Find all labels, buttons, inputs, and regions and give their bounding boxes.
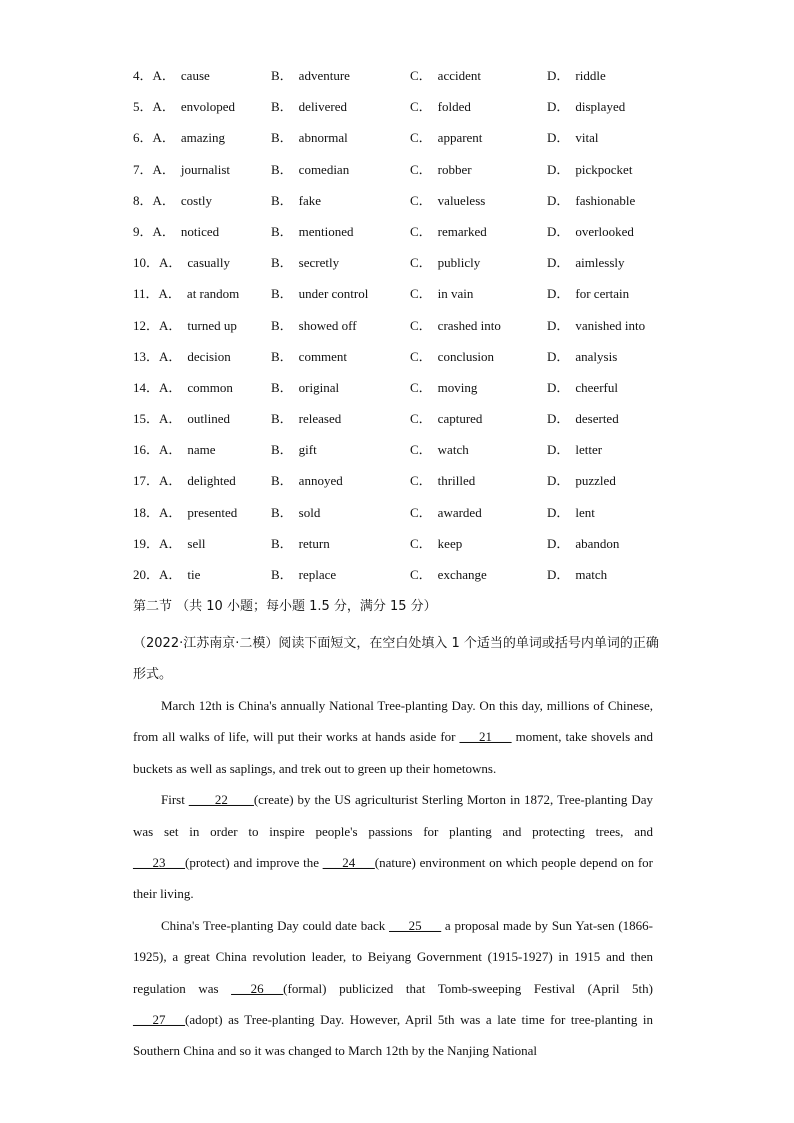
option-a	[133, 503, 237, 523]
option-letter: B．	[271, 223, 293, 239]
option-letter: A．	[159, 535, 182, 551]
question-number: 11．	[133, 286, 159, 302]
question-row	[133, 160, 693, 191]
option-text: at random	[186, 286, 240, 302]
option-d	[547, 160, 632, 180]
option-letter: B．	[271, 317, 293, 333]
option-letter: D．	[547, 255, 570, 271]
passage-paragraph-2	[133, 784, 653, 910]
question-row	[133, 534, 693, 565]
option-b	[271, 284, 368, 304]
option-d	[547, 128, 599, 148]
option-d	[547, 347, 617, 367]
option-letter: B．	[271, 567, 293, 582]
option-letter: D．	[547, 161, 570, 177]
blank-23: ___23___	[133, 855, 185, 871]
option-text: riddle	[575, 68, 606, 83]
option-letter: C．	[410, 192, 432, 208]
option-letter: D．	[547, 442, 570, 458]
option-letter: C．	[410, 255, 432, 271]
option-text: delighted	[187, 473, 236, 489]
option-a	[133, 409, 230, 429]
passage-text: (adopt) as Tree-planting Day. However, April 5th was a late time for tree-planting in Southern China and so it was changed to March 12th by the Nanjing National	[133, 1012, 653, 1059]
option-letter: A．	[158, 286, 181, 302]
option-letter: D．	[547, 411, 570, 427]
option-c	[410, 503, 482, 523]
option-a	[133, 284, 239, 304]
option-letter: C．	[410, 317, 432, 333]
option-text: outlined	[187, 411, 231, 427]
passage-text: a proposal made by Sun Yat-sen (1866-1925), a great China revolution leader, to Beiyang Government (1915-1927) in 1915 and then regulation was	[133, 917, 653, 996]
option-b	[271, 191, 321, 211]
option-letter: B．	[271, 255, 293, 271]
option-letter: C．	[410, 99, 432, 115]
option-text: fashionable	[575, 192, 636, 208]
question-row	[133, 565, 693, 596]
option-d	[547, 565, 607, 585]
option-d	[547, 222, 634, 242]
question-row	[133, 222, 693, 253]
option-letter: C．	[410, 567, 432, 582]
option-c	[410, 378, 477, 398]
option-text: mentioned	[298, 223, 354, 239]
option-text: fake	[298, 192, 322, 208]
option-text: tie	[187, 567, 201, 582]
option-text: cheerful	[575, 379, 618, 395]
option-c	[410, 316, 501, 336]
option-d	[547, 471, 616, 491]
option-letter: B．	[271, 192, 293, 208]
option-letter: A．	[152, 68, 175, 83]
question-number: 19．	[133, 535, 160, 551]
option-text: apparent	[437, 130, 483, 146]
option-letter: B．	[271, 379, 293, 395]
option-letter: C．	[410, 411, 432, 427]
option-text: comment	[298, 348, 348, 364]
option-a	[133, 160, 230, 180]
question-row	[133, 191, 693, 222]
option-text: journalist	[180, 161, 231, 177]
option-b	[271, 253, 339, 273]
question-row	[133, 97, 693, 128]
option-letter: C．	[410, 130, 432, 146]
option-letter: A．	[152, 161, 175, 177]
question-row	[133, 440, 693, 471]
option-d	[547, 409, 619, 429]
option-text: in vain	[437, 286, 474, 302]
option-b	[271, 565, 336, 585]
option-a	[133, 378, 233, 398]
passage-text: (protect) and improve the	[185, 855, 323, 871]
option-letter: C．	[410, 504, 432, 520]
option-letter: B．	[271, 99, 293, 115]
option-letter: B．	[271, 130, 293, 146]
option-text: annoyed	[298, 473, 343, 489]
option-text: lent	[575, 504, 595, 520]
option-text: turned up	[187, 317, 237, 333]
section-instruction: （2022·江苏南京·二模）阅读下面短文，在空白处填入 1 个适当的单词或括号内单词的正确形式。	[133, 636, 659, 682]
question-row	[133, 284, 693, 315]
question-number: 5．	[133, 99, 153, 115]
option-c	[410, 66, 481, 86]
option-letter: B．	[271, 473, 293, 489]
passage-text: First	[161, 792, 189, 808]
option-c	[410, 284, 473, 304]
question-number: 9．	[133, 223, 153, 239]
option-letter: B．	[271, 504, 293, 520]
option-a	[133, 565, 200, 585]
option-text: keep	[437, 535, 463, 551]
option-letter: A．	[159, 348, 182, 364]
option-text: delivered	[298, 99, 348, 115]
option-letter: C．	[410, 286, 432, 302]
option-letter: D．	[547, 99, 570, 115]
question-row	[133, 66, 693, 97]
option-text: puzzled	[575, 473, 616, 489]
option-letter: C．	[410, 223, 432, 239]
option-b	[271, 97, 347, 117]
option-text: pickpocket	[575, 161, 633, 177]
blank-24: ___24___	[322, 855, 375, 871]
option-letter: D．	[547, 192, 570, 208]
option-b	[271, 440, 317, 460]
option-letter: B．	[271, 286, 293, 302]
question-number: 20．	[133, 567, 160, 582]
option-a	[133, 191, 212, 211]
blank-22: ____22____	[188, 792, 254, 808]
option-text: publicly	[437, 255, 481, 271]
option-letter: A．	[159, 317, 182, 333]
option-d	[547, 253, 625, 273]
option-text: abandon	[575, 535, 620, 551]
option-text: amazing	[180, 130, 225, 146]
option-text: gift	[298, 442, 317, 458]
option-b	[271, 66, 350, 86]
question-number: 13．	[133, 348, 160, 364]
option-b	[271, 503, 320, 523]
option-letter: A．	[152, 223, 175, 239]
option-letter: D．	[547, 223, 570, 239]
blank-25: ___25___	[389, 917, 442, 933]
question-number: 17．	[133, 473, 160, 489]
option-b	[271, 347, 347, 367]
option-letter: C．	[410, 68, 432, 83]
option-text: showed off	[298, 317, 357, 333]
option-text: aimlessly	[575, 255, 625, 271]
option-b	[271, 471, 343, 491]
option-text: thrilled	[437, 473, 476, 489]
option-text: original	[298, 379, 340, 395]
option-letter: A．	[152, 130, 175, 146]
option-a	[133, 471, 236, 491]
option-text: valueless	[437, 192, 486, 208]
passage-paragraph-3	[133, 910, 653, 1067]
option-b	[271, 378, 339, 398]
option-text: sold	[298, 504, 321, 520]
option-letter: D．	[547, 535, 570, 551]
option-text: exchange	[437, 567, 487, 582]
option-text: adventure	[298, 68, 350, 83]
question-number: 18．	[133, 504, 160, 520]
option-text: captured	[437, 411, 483, 427]
option-a	[133, 534, 205, 554]
passage-text: China's Tree-planting Day could date back	[161, 917, 390, 933]
option-text: sell	[187, 535, 206, 551]
option-text: robber	[437, 161, 472, 177]
option-d	[547, 534, 619, 554]
option-text: crashed into	[437, 317, 501, 333]
option-text: accident	[437, 68, 481, 83]
option-text: deserted	[575, 411, 619, 427]
option-c	[410, 222, 487, 242]
passage-text: March 12th is China's annually National Tree-planting Day. On this day, millions of Chinese, from all walks of life, will put their works at hands aside for	[133, 698, 653, 745]
option-text: cause	[180, 68, 210, 83]
option-letter: D．	[547, 348, 570, 364]
option-letter: D．	[547, 68, 570, 83]
option-c	[410, 471, 475, 491]
question-row	[133, 378, 693, 409]
option-text: replace	[298, 567, 337, 582]
question-row	[133, 253, 693, 284]
passage-text: (nature) environment on which people depend on for their living.	[133, 855, 653, 902]
question-number: 4．	[133, 68, 153, 83]
options-list	[133, 66, 693, 596]
option-text: moving	[437, 379, 478, 395]
option-b	[271, 409, 341, 429]
blank-27: ___27___	[133, 1012, 185, 1028]
blank-21: ___21___	[459, 729, 512, 745]
option-letter: A．	[159, 442, 182, 458]
option-text: noticed	[180, 223, 220, 239]
option-letter: D．	[547, 567, 570, 582]
option-c	[410, 534, 462, 554]
option-letter: D．	[547, 473, 570, 489]
option-text: comedian	[298, 161, 350, 177]
option-d	[547, 378, 618, 398]
passage-paragraph-1	[133, 690, 653, 784]
option-text: abnormal	[298, 130, 348, 146]
question-number: 10．	[133, 255, 160, 271]
question-number: 6．	[133, 130, 153, 146]
option-text: return	[298, 535, 330, 551]
question-row	[133, 316, 693, 347]
option-text: costly	[180, 192, 212, 208]
option-text: analysis	[575, 348, 618, 364]
question-number: 16．	[133, 442, 160, 458]
option-b	[271, 534, 330, 554]
section-heading: 第二节 （共 10 小题；每小题 1.5 分，满分 15 分）	[133, 599, 437, 614]
option-text: match	[575, 567, 608, 582]
option-c	[410, 128, 482, 148]
option-a	[133, 66, 210, 86]
question-number: 15．	[133, 411, 160, 427]
option-letter: C．	[410, 473, 432, 489]
option-text: envoloped	[180, 99, 236, 115]
option-text: watch	[437, 442, 469, 458]
option-text: released	[298, 411, 342, 427]
option-letter: D．	[547, 379, 570, 395]
option-letter: A．	[159, 473, 182, 489]
option-b	[271, 128, 348, 148]
option-text: common	[187, 379, 233, 395]
option-text: awarded	[437, 504, 482, 520]
option-text: overlooked	[575, 223, 634, 239]
blank-26: ___26___	[231, 980, 284, 996]
option-a	[133, 253, 230, 273]
option-c	[410, 409, 482, 429]
option-d	[547, 316, 645, 336]
option-letter: A．	[159, 411, 182, 427]
option-letter: A．	[159, 255, 182, 271]
question-row	[133, 347, 693, 378]
option-text: displayed	[575, 99, 626, 115]
option-a	[133, 347, 231, 367]
option-c	[410, 253, 480, 273]
option-letter: C．	[410, 379, 432, 395]
passage-text: (create) by the US agriculturist Sterling Morton in 1872, Tree-planting Day was set in order to inspire people's passions for planting and protecting trees, and	[133, 792, 654, 839]
option-text: conclusion	[437, 348, 494, 364]
option-a	[133, 222, 219, 242]
option-text: presented	[187, 504, 238, 520]
option-c	[410, 97, 471, 117]
option-c	[410, 191, 485, 211]
option-letter: B．	[271, 442, 293, 458]
option-c	[410, 347, 494, 367]
passage-text: moment, take shovels and buckets as well as saplings, and trek out to green up their hometowns.	[133, 729, 653, 776]
option-text: remarked	[437, 223, 487, 239]
option-letter: D．	[547, 286, 570, 302]
question-number: 12．	[133, 317, 160, 333]
option-text: decision	[187, 348, 231, 364]
question-row	[133, 409, 693, 440]
option-b	[271, 222, 354, 242]
option-letter: B．	[271, 161, 293, 177]
option-letter: A．	[152, 192, 175, 208]
question-number: 14．	[133, 379, 160, 395]
option-d	[547, 191, 635, 211]
option-text: for certain	[575, 286, 630, 302]
option-b	[271, 160, 349, 180]
option-d	[547, 284, 629, 304]
option-d	[547, 97, 625, 117]
passage-text: (formal) publicized that Tomb-sweeping Festival (April 5th)	[283, 980, 653, 996]
option-c	[410, 160, 472, 180]
option-a	[133, 316, 237, 336]
option-d	[547, 66, 606, 86]
option-letter: D．	[547, 130, 570, 146]
option-letter: C．	[410, 348, 432, 364]
option-letter: B．	[271, 535, 293, 551]
option-letter: B．	[271, 411, 293, 427]
option-text: folded	[437, 99, 471, 115]
option-letter: B．	[271, 348, 293, 364]
option-letter: A．	[159, 504, 182, 520]
option-text: casually	[187, 255, 230, 271]
option-text: under control	[298, 286, 369, 302]
option-letter: C．	[410, 535, 432, 551]
option-text: vital	[575, 130, 599, 146]
question-row	[133, 128, 693, 159]
option-d	[547, 503, 595, 523]
option-letter: D．	[547, 317, 570, 333]
passage	[133, 690, 653, 1067]
question-row	[133, 503, 693, 534]
option-d	[547, 440, 602, 460]
option-text: letter	[575, 442, 603, 458]
option-a	[133, 97, 235, 117]
option-letter: C．	[410, 442, 432, 458]
option-text: vanished into	[575, 317, 646, 333]
option-b	[271, 316, 357, 336]
option-a	[133, 128, 225, 148]
question-row	[133, 471, 693, 502]
option-letter: A．	[152, 99, 175, 115]
option-text: name	[187, 442, 216, 458]
option-c	[410, 440, 469, 460]
option-letter: A．	[159, 379, 182, 395]
option-a	[133, 440, 216, 460]
question-number: 7．	[133, 161, 153, 177]
option-text: secretly	[298, 255, 340, 271]
option-letter: C．	[410, 161, 432, 177]
option-letter: A．	[159, 567, 182, 582]
question-number: 8．	[133, 192, 153, 208]
option-c	[410, 565, 487, 585]
option-letter: B．	[271, 68, 293, 83]
option-letter: D．	[547, 504, 570, 520]
